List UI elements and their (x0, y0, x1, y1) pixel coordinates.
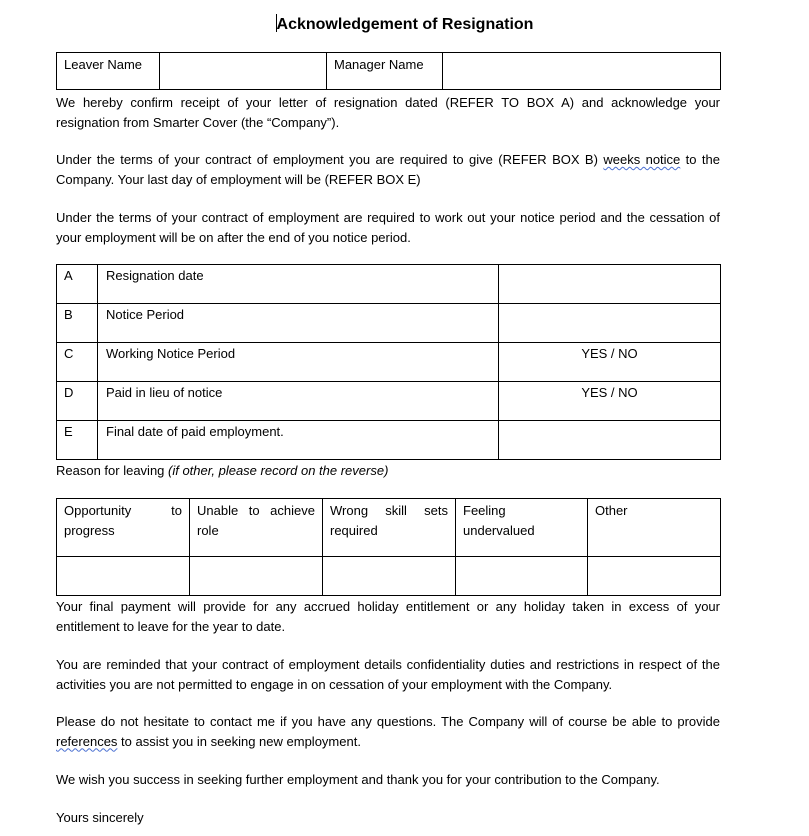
document-title-text: Acknowledgement of Resignation (276, 16, 534, 33)
box-letter: E (57, 421, 98, 460)
notice-period-field[interactable] (499, 304, 721, 343)
reason-header: Other (588, 499, 721, 557)
paragraph-confidentiality: You are reminded that your contract of employment details confidentiality duties and restrictions in respect of the activities you are not permitted to engage in on cessation of your employment with the Company. (56, 657, 720, 692)
paragraph-work-notice: Under the terms of your contract of employment are required to work out your notice period and the cessation of your employment will be on after the end of you notice period. (56, 210, 720, 245)
reason-note: (if other, please record on the reverse) (168, 463, 389, 478)
reason-undervalued-field[interactable] (456, 557, 588, 596)
box-letter: C (57, 343, 98, 382)
reason-header: Unable to achieve role (190, 499, 323, 557)
spellcheck-flagged-text[interactable]: references (56, 733, 118, 749)
spellcheck-flagged-text[interactable]: weeks notice (603, 152, 681, 167)
box-label: Final date of paid employment. (98, 421, 499, 460)
reason-header: Opportunity to progress (57, 499, 190, 557)
leaver-name-label: Leaver Name (57, 53, 160, 90)
box-row-e (57, 421, 721, 460)
box-row-b (57, 304, 721, 343)
box-letter: A (57, 265, 98, 304)
reason-other-field[interactable] (588, 557, 721, 596)
text-span: to assist you in seeking new employment. (117, 733, 361, 749)
text-span: Under the terms of your contract of employment you are required to give (REFER BOX B) (56, 152, 604, 167)
paragraph-contact (56, 712, 720, 751)
document-title (0, 14, 809, 34)
box-letter: B (57, 304, 98, 343)
box-row-c (57, 343, 721, 382)
reason-header: Feeling undervalued (456, 499, 588, 557)
resignation-date-field[interactable] (499, 265, 721, 304)
manager-name-label: Manager Name (327, 53, 443, 90)
box-row-a (57, 265, 721, 304)
text-span: Reason for leaving (56, 463, 169, 478)
text-span: Please do not hesitate to contact me if you have any questions. The Company will of course be able to provide (56, 714, 720, 729)
reason-skills-field[interactable] (323, 557, 456, 596)
box-label: Working Notice Period (98, 343, 499, 382)
paragraph-receipt: We hereby confirm receipt of your letter of resignation dated (REFER TO BOX A) and acknowledge your resignation from Smarter Cover (the “Company”). (56, 95, 720, 130)
box-label: Notice Period (98, 304, 499, 343)
final-date-field[interactable] (499, 421, 721, 460)
paragraph-notice-terms (56, 150, 720, 189)
reason-header: Wrong skill sets required (323, 499, 456, 557)
paid-in-lieu-field[interactable]: YES / NO (499, 382, 721, 421)
box-label: Resignation date (98, 265, 499, 304)
paragraph-final-payment: Your final payment will provide for any accrued holiday entitlement or any holiday taken in excess of your entitlement to leave for the year to date. (56, 599, 720, 634)
paragraph-wishes: We wish you success in seeking further employment and thank you for your contribution to the Company. (56, 772, 660, 787)
box-row-d (57, 382, 721, 421)
reason-for-leaving-label (56, 461, 720, 481)
box-letter: D (57, 382, 98, 421)
reasons-table (56, 498, 721, 596)
working-notice-field[interactable]: YES / NO (499, 343, 721, 382)
boxes-table (56, 264, 721, 460)
closing-line: Yours sincerely (56, 810, 144, 825)
names-table (56, 52, 721, 90)
manager-name-field[interactable] (443, 53, 721, 90)
leaver-name-field[interactable] (160, 53, 327, 90)
reason-opportunity-field[interactable] (57, 557, 190, 596)
reason-unable-field[interactable] (190, 557, 323, 596)
text-span: to the Company. Your last day of employment will be (REFER BOX E) (56, 152, 720, 187)
box-label: Paid in lieu of notice (98, 382, 499, 421)
